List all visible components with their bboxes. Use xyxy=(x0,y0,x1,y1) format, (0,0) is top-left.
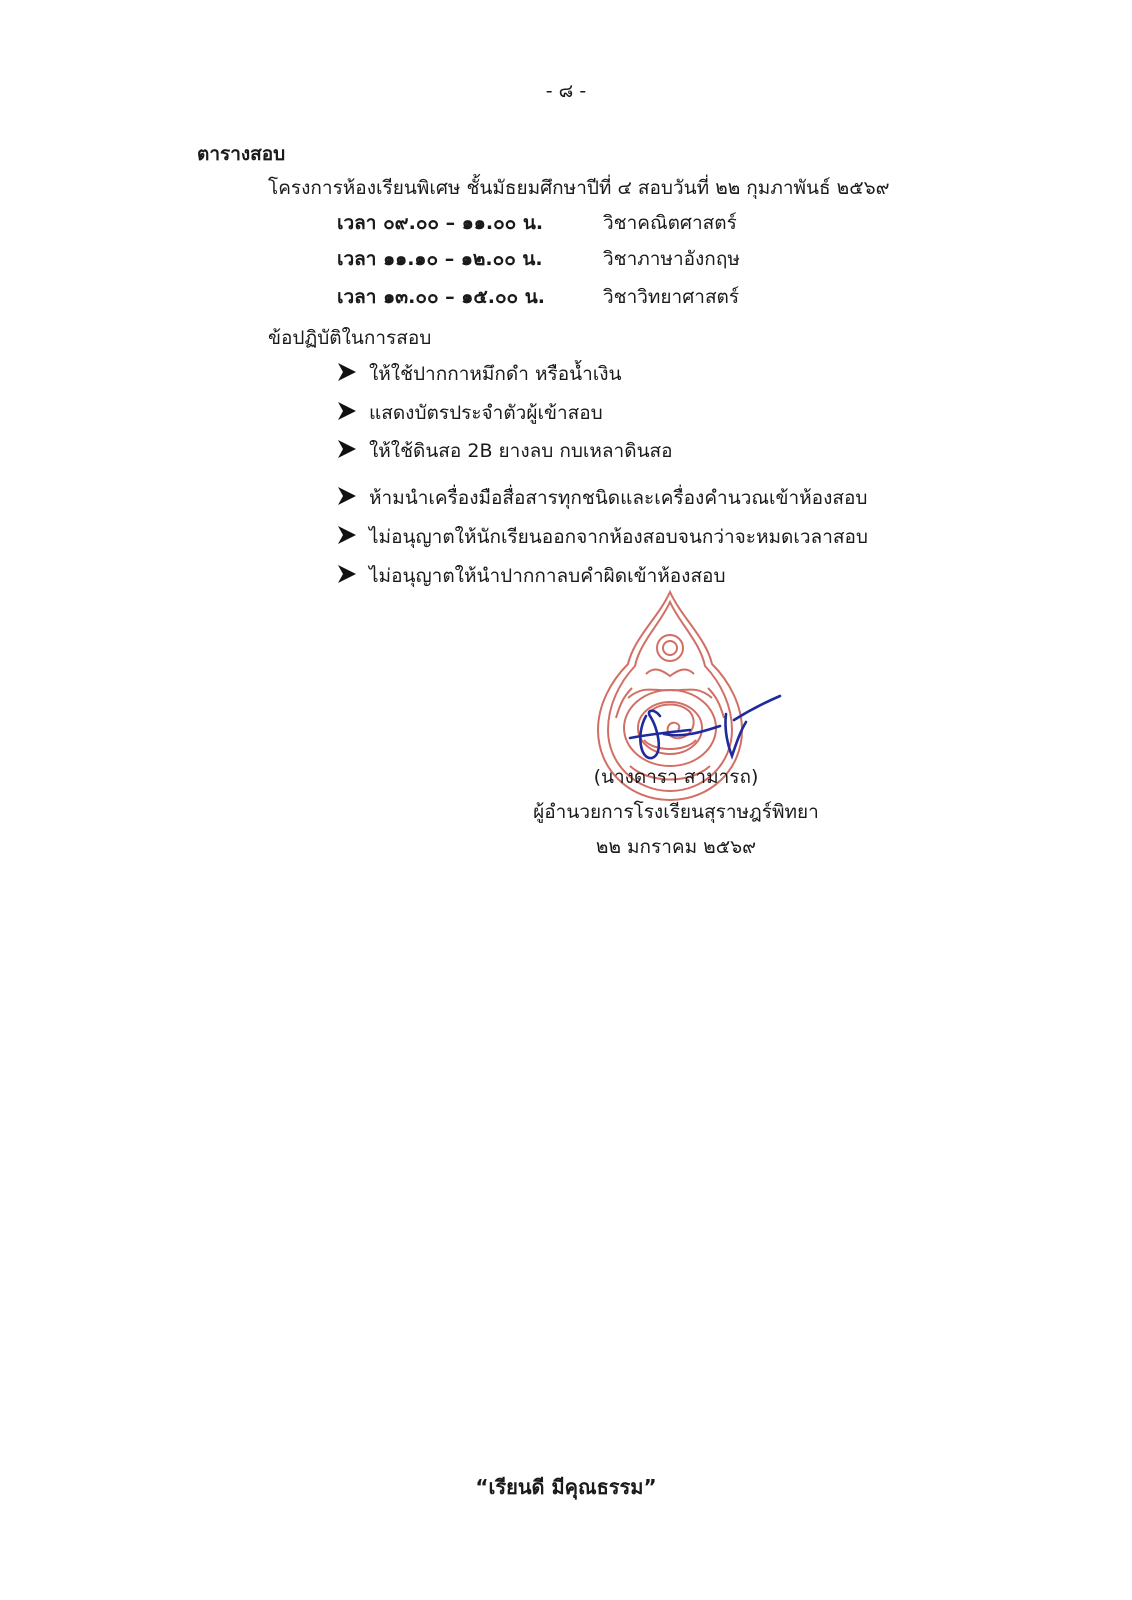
signer-position: ผู้อำนวยการโรงเรียนสุราษฎร์พิทยา xyxy=(533,801,819,823)
signature-date: ๒๒ มกราคม ๒๕๖๙ xyxy=(595,836,757,858)
exam-intro: โครงการห้องเรียนพิเศษ ชั้นมัธยมศึกษาปีที่ ๔ สอบวันที่ ๒๒ กุมภาพันธ์ ๒๕๖๙ xyxy=(268,177,890,199)
page-number: - ๘ - xyxy=(545,80,587,102)
schedule-subject: วิชาภาษาอังกฤษ xyxy=(603,248,740,270)
schedule-subject: วิชาวิทยาศาสตร์ xyxy=(603,286,740,308)
arrowhead-bullet-icon xyxy=(337,439,357,459)
rule-text: ห้ามนำเครื่องมือสื่อสารทุกชนิดและเครื่องคำนวณเข้าห้องสอบ xyxy=(369,487,868,509)
arrowhead-bullet-icon xyxy=(337,525,357,545)
schedule-time: เวลา ๐๙.๐๐ – ๑๑.๐๐ น. xyxy=(337,212,544,234)
signer-name: (นางดารา สามารถ) xyxy=(593,766,759,788)
schedule-time: เวลา ๑๓.๐๐ – ๑๕.๐๐ น. xyxy=(337,286,545,308)
rule-text: ไม่อนุญาตให้นำปากกาลบคำผิดเข้าห้องสอบ xyxy=(369,565,726,587)
arrowhead-bullet-icon xyxy=(337,401,357,421)
schedule-subject: วิชาคณิตศาสตร์ xyxy=(603,212,737,234)
arrowhead-bullet-icon xyxy=(337,486,357,506)
schedule-time: เวลา ๑๑.๑๐ – ๑๒.๐๐ น. xyxy=(337,248,543,270)
section-heading: ตารางสอบ xyxy=(197,143,286,165)
signature-icon xyxy=(624,676,784,766)
school-motto: “เรียนดี มีคุณธรรม” xyxy=(475,1475,657,1499)
rule-text: ให้ใช้ดินสอ 2B ยางลบ กบเหลาดินสอ xyxy=(369,440,673,462)
rule-text: ไม่อนุญาตให้นักเรียนออกจากห้องสอบจนกว่าจะหมดเวลาสอบ xyxy=(369,526,868,548)
arrowhead-bullet-icon xyxy=(337,564,357,584)
rules-title: ข้อปฏิบัติในการสอบ xyxy=(268,327,432,349)
rule-text: ให้ใช้ปากกาหมึกดำ หรือน้ำเงิน xyxy=(369,363,622,385)
arrowhead-bullet-icon xyxy=(337,362,357,382)
rule-text: แสดงบัตรประจำตัวผู้เข้าสอบ xyxy=(369,402,603,424)
